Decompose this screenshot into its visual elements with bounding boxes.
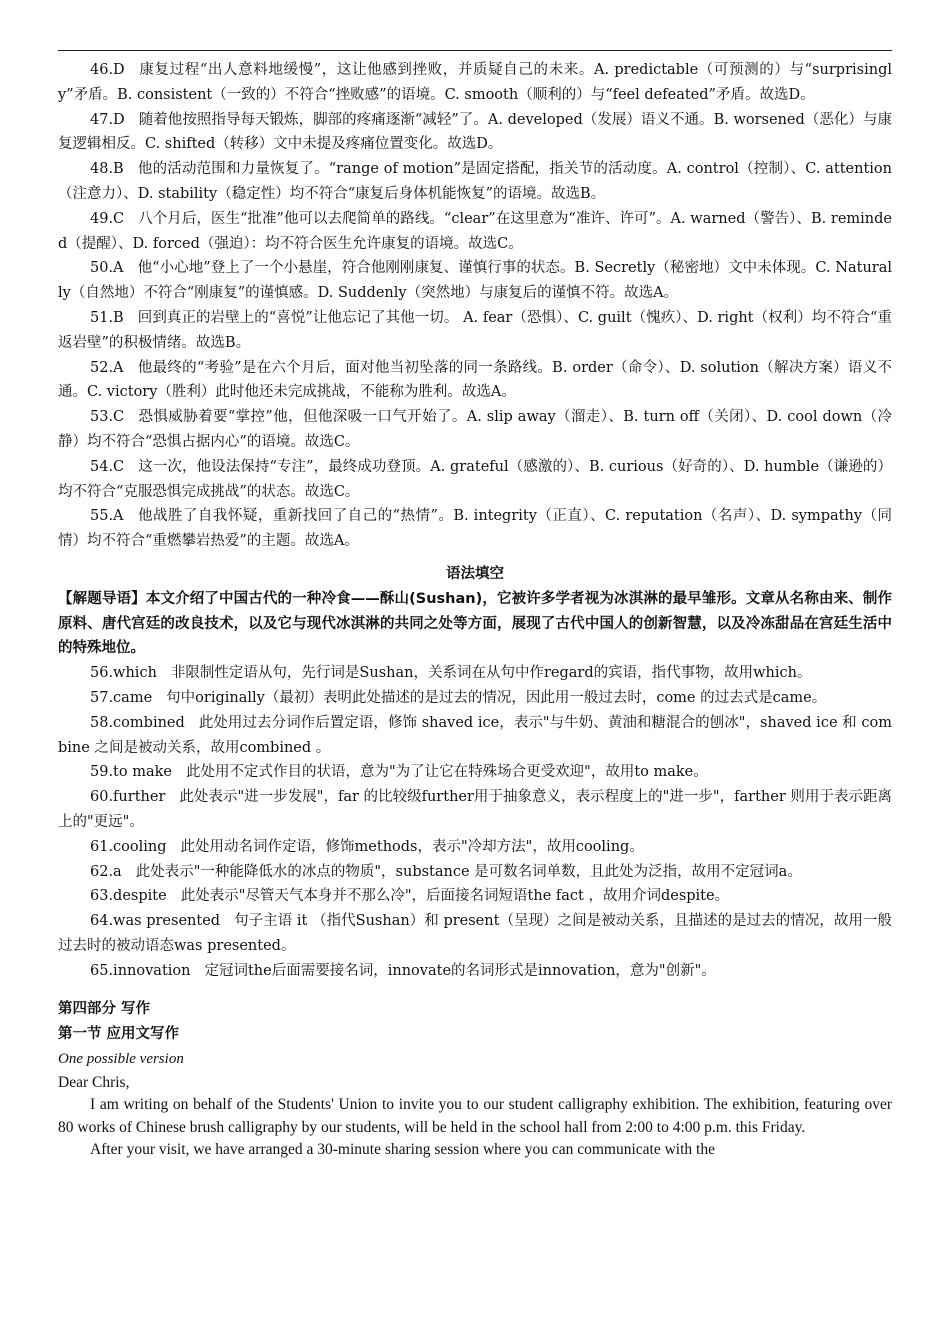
letter-salutation: Dear Chris, xyxy=(58,1073,130,1091)
answer-60 xyxy=(58,785,892,835)
answer-label: 59.to make xyxy=(90,764,172,781)
answer-explanation: 此处表示"进一步发展"，far 的比较级further用于抽象意义，表示程度上的"进一步"，farther 则用于表示距离上的"更远"。 xyxy=(58,789,892,830)
answer-label: 65.innovation xyxy=(90,962,191,979)
answer-explanation: 此处用过去分词作后置定语，修饰 shaved ice，表示"与牛奶、黄油和糖混合的刨冰"，shaved ice 和 combine 之间是被动关系，故用combined 。 xyxy=(58,714,892,756)
answer-57 xyxy=(58,686,892,711)
answer-label: 53.C xyxy=(90,409,125,426)
answer-47 xyxy=(58,108,892,158)
answer-55 xyxy=(58,504,892,554)
answer-label: 49.C xyxy=(90,210,125,227)
answer-explanation: 非限制性定语从句，先行词是Sushan，关系词在从句中作regard的宾语，指代事物，故用which。 xyxy=(170,665,812,682)
answer-label: 48.B xyxy=(90,161,124,178)
answer-explanation: 回到真正的岩壁上的“喜悦”让他忘记了其他一切。 A. fear（恐惧）、C. guilt（愧疚）、D. right（权利）均不符合“重返岩壁”的积极情绪。故选B。 xyxy=(58,309,892,351)
answer-label: 46.D xyxy=(90,62,125,78)
answer-explanation: 这一次，他设法保持“专注”，最终成功登顶。A. grateful（感激的）、B. curious（好奇的）、D. humble（谦逊的）均不符合“克服恐惧完成挑战”的状态。故选C。 xyxy=(58,458,892,500)
answer-explanation: 此处用不定式作目的状语，意为"为了让它在特殊场合更受欢迎"，故用to make。 xyxy=(186,764,708,781)
answer-label: 60.further xyxy=(90,789,166,806)
answer-52 xyxy=(58,356,892,406)
answer-explanation: 恐惧威胁着要“掌控”他，但他深吸一口气开始了。A. slip away（溜走）、B. turn off（关闭）、D. cool down（冷静）均不符合“恐惧占据内心”的语境。故选C。 xyxy=(58,409,892,450)
answer-50 xyxy=(58,256,892,306)
answer-label: 62.a xyxy=(90,863,122,880)
answer-label: 57.came xyxy=(90,689,153,706)
answer-51 xyxy=(58,306,892,356)
part4-title: 第四部分 写作 xyxy=(58,1001,151,1018)
section1-title: 第一节 应用文写作 xyxy=(58,1026,180,1043)
answer-61 xyxy=(58,835,892,860)
answer-59 xyxy=(58,760,892,785)
answer-explanation: 八个月后，医生“批准”他可以去爬简单的路线。“clear”在这里意为“准许、许可”。A. warned（警告）、B. reminded（提醒）、D. forced（强迫）：均不符合医生允许康复的语境。故选C。 xyxy=(58,210,892,252)
answer-explanation: 此处用动名词作定语，修饰methods，表示"冷却方法"，故用cooling。 xyxy=(180,838,644,855)
letter-paragraph-2: After your visit, we have arranged a 30-minute sharing session where you can communicate with the xyxy=(90,1141,715,1159)
answer-label: 50.A xyxy=(90,260,124,277)
answer-58 xyxy=(58,711,892,761)
letter-paragraph-1: I am writing on behalf of the Students' Union to invite you to our student calligraphy exhibition. The exhibition, featuring over 80 works of Chinese brush calligraphy by our students, will be held in the school hall from 2:00 to 4:00 p.m. this Friday. xyxy=(58,1096,892,1136)
answer-label: 51.B xyxy=(90,309,124,326)
answer-65 xyxy=(58,959,892,984)
answer-56 xyxy=(58,661,892,686)
answer-explanation: 他“小心地”登上了一个小悬崖，符合他刚刚康复、谨慎行事的状态。B. Secretly（秘密地）文中未体现。C. Naturally（自然地）不符合“刚康复”的谨慎感。D. Suddenly（突然地）与康复后的谨慎不符。故选A。 xyxy=(58,260,892,302)
answer-64 xyxy=(58,909,892,959)
answer-62 xyxy=(58,860,892,885)
answer-label: 61.cooling xyxy=(90,838,167,855)
answer-label: 52.A xyxy=(90,359,124,376)
answer-54 xyxy=(58,455,892,505)
answer-explanation: 他战胜了自我怀疑，重新找回了自己的“热情”。B. integrity（正直）、C. reputation（名声）、D. sympathy（同情）均不符合“重燃攀岩热爱”的主题。故选A。 xyxy=(58,508,892,550)
answer-49 xyxy=(58,207,892,257)
answer-label: 58.combined xyxy=(90,714,185,731)
answer-explanation: 此处表示"尽管天气本身并不那么冷"，后面接名词短语the fact ，故用介词despite。 xyxy=(180,888,730,905)
answer-explanation: 随着他按照指导每天锻炼，脚部的疼痛逐渐“减轻”了。A. developed（发展）语义不通。B. worsened（恶化）与康复逻辑相反。C. shifted（转移）文中未提及疼痛位置变化。故选D。 xyxy=(58,111,892,153)
answer-explanation: 句子主语 it （指代Sushan）和 present（呈现）之间是被动关系，且描述的是过去的情况，故用一般过去时的被动语态was presented。 xyxy=(58,913,893,954)
grammar-section-title: 语法填空 xyxy=(446,565,504,582)
version-label: One possible version xyxy=(58,1051,184,1068)
answer-label: 63.despite xyxy=(90,888,167,905)
answer-explanation: 定冠词the后面需要接名词，innovate的名词形式是innovation，意为"创新"。 xyxy=(204,962,716,979)
answer-explanation: 康复过程“出人意料地缓慢”，这让他感到挫败，并质疑自己的未来。A. predictable（可预测的）与“surprisingly”矛盾。B. consistent（一致的）不符合“挫败感”的语境。C. smooth（顺利的）与“feel defeated”矛盾。故选D。 xyxy=(58,62,892,103)
answer-explanation: 句中originally（最初）表明此处描述的是过去的情况，因此用一般过去时，come 的过去式是came。 xyxy=(166,689,827,706)
answer-explanation: 他最终的“考验”是在六个月后，面对他当初坠落的同一条路线。B. order（命令）、D. solution（解决方案）语义不通。C. victory（胜利）此时他还未完成挑战，不能称为胜利。故选A。 xyxy=(58,359,892,401)
answer-explanation: 此处表示"一种能降低水的冰点的物质"，substance 是可数名词单数，且此处为泛指，故用不定冠词a。 xyxy=(135,863,802,880)
answer-label: 56.which xyxy=(90,665,157,682)
answer-48 xyxy=(58,157,892,207)
document-body xyxy=(58,58,892,1162)
top-rule xyxy=(58,50,892,51)
answer-label: 54.C xyxy=(90,458,125,475)
answer-explanation: 他的活动范围和力量恢复了。“range of motion”是固定搭配，指关节的活动度。A. control（控制）、C. attention（注意力）、D. stability（稳定性）均不符合“康复后身体机能恢复”的语境。故选B。 xyxy=(58,161,892,202)
answer-63 xyxy=(58,884,892,909)
answer-label: 64.was presented xyxy=(90,913,221,930)
answer-53 xyxy=(58,405,892,455)
answer-46 xyxy=(58,58,892,108)
answer-label: 55.A xyxy=(90,508,124,525)
answer-label: 47.D xyxy=(90,111,125,128)
solution-guide: 【解题导语】本文介绍了中国古代的一种冷食——酥山(Sushan)，它被许多学者视为冰淇淋的最早雏形。文章从名称由来、制作原料、唐代宫廷的改良技术，以及它与现代冰淇淋的共同之处等方面，展现了古代中国人的创新智慧，以及冷冻甜品在宫廷生活中的特殊地位。 xyxy=(58,590,892,657)
